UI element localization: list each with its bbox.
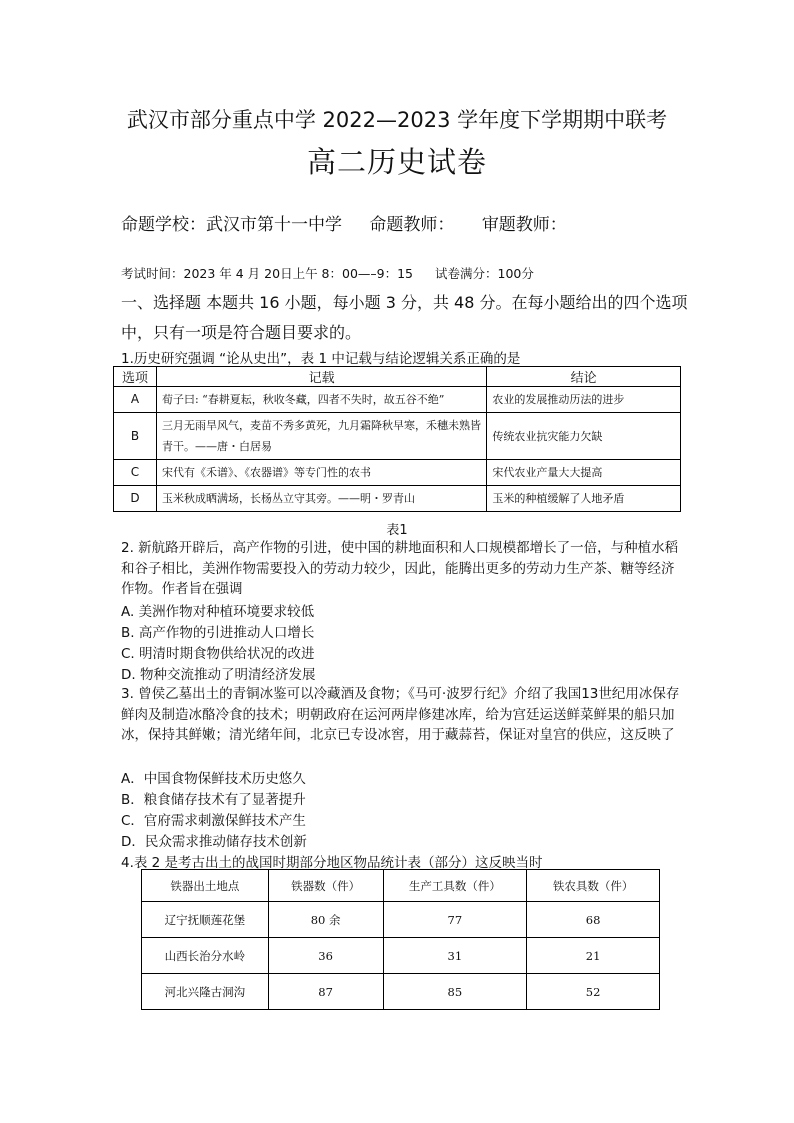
table-header-cell: 结论: [487, 367, 681, 387]
setter-teacher: 命题教师：: [369, 215, 455, 235]
conclusion-cell: 农业的发展推动历法的进步: [487, 387, 681, 413]
section-heading-line2: 中，只有一项是符合题目要求的。: [121, 323, 362, 342]
q1-table: [113, 366, 681, 512]
q3-stem: 3. 曾侯乙墓出土的青铜冰鉴可以冷藏酒及食物；《马可·波罗行纪》介绍了我国13世纪用冰保存鲜肉及制造冰酪冷食的技术；明朝政府在运河两岸修建冰库，给为宫廷运送鲜菜鲜果的船只加冰，保持其鲜嫩；清光绪年间，北京已专设冰窖，用于藏蒜苔，保证对皇宫的供应，这反映了: [121, 686, 680, 743]
table-cell: 52: [527, 974, 660, 1010]
table-header-cell: 铁器出土地点: [142, 870, 269, 902]
table-header-cell: 铁农具数（件）: [527, 870, 660, 902]
q2-option-b: B. 高产作物的引进推动人口增长: [121, 625, 315, 641]
conclusion-cell: 传统农业抗灾能力欠缺: [487, 413, 681, 460]
section-heading-line1: 一、选择题 本题共 16 小题，每小题 3 分，共 48 分。在每小题给出的四个选项: [121, 293, 688, 312]
table-cell: 31: [383, 938, 527, 974]
table-header-row: [142, 870, 660, 902]
q1-stem: 1.历史研究强调 “论从史出”，表 1 中记载与结论逻辑关系正确的是: [121, 351, 521, 367]
reviewer-teacher: 审题教师：: [481, 215, 567, 235]
table-header-row: [114, 367, 681, 387]
record-cell: 玉米秋成晒满场，长杨丛立守其旁。——明・罗青山: [156, 486, 486, 512]
exam-title-line2: 高二历史试卷: [306, 145, 487, 179]
q3-option-c: C．官府需求刺激保鲜技术产生: [121, 813, 306, 829]
conclusion-cell: 玉米的种植缓解了人地矛盾: [487, 486, 681, 512]
table-cell: 80 余: [268, 902, 383, 938]
table-cell: 77: [383, 902, 527, 938]
table-caption: 表1: [386, 523, 408, 538]
exam-info: [121, 264, 534, 282]
table-cell: 85: [383, 974, 527, 1010]
table-header-cell: 生产工具数（件）: [383, 870, 527, 902]
q2-option-a: A. 美洲作物对种植环境要求较低: [121, 604, 315, 620]
author-info: [121, 210, 589, 235]
option-cell: D: [114, 486, 157, 512]
record-cell: 三月无雨旱风气，麦苗不秀多黄死，九月霜降秋早寒，禾穗未熟皆青干。——唐・白居易: [156, 413, 486, 460]
option-cell: B: [114, 413, 157, 460]
exam-time: 考试时间：2023 年 4 月 20日上午 8：00—–9：15: [121, 266, 414, 281]
exam-title-line1: 武汉市部分重点中学 2022—2023 学年度下学期期中联考: [126, 108, 668, 132]
record-cell: 宋代有《禾谱》、《农器谱》等专门性的农书: [156, 460, 486, 486]
table-row: [114, 460, 681, 486]
table-cell: 87: [268, 974, 383, 1010]
table-row: [142, 974, 660, 1010]
q4-table: [141, 869, 660, 1010]
record-cell: 荀子曰: “春耕夏耘，秋收冬藏，四者不失时，故五谷不绝”: [156, 387, 486, 413]
conclusion-cell: 宋代农业产量大大提高: [487, 460, 681, 486]
q2-stem: 2. 新航路开辟后，高产作物的引进，使中国的耕地面积和人口规模都增长了一倍，与种植水稻和谷子相比，美洲作物需要投入的劳动力较少，因此，能腾出更多的劳动力生产茶、糖等经济作物。作者旨在强调: [121, 540, 679, 597]
table-row: [142, 902, 660, 938]
setter-school: 命题学校：武汉市第十一中学: [121, 215, 342, 235]
table-row: [114, 413, 681, 460]
q3-option-a: A．中国食物保鲜技术历史悠久: [121, 771, 306, 787]
table-cell: 36: [268, 938, 383, 974]
table-header-cell: 记载: [156, 367, 486, 387]
q2-option-c: C. 明清时期食物供给状况的改进: [121, 646, 315, 662]
table-cell: 河北兴隆古洞沟: [142, 974, 269, 1010]
q3-option-b: B．粮食储存技术有了显著提升: [121, 792, 306, 808]
table-cell: 辽宁抚顺莲花堡: [142, 902, 269, 938]
q3-option-d: D．民众需求推动储存技术创新: [121, 834, 307, 850]
table-row: [114, 387, 681, 413]
table-header-cell: 选项: [114, 367, 157, 387]
table-row: [114, 486, 681, 512]
table-cell: 68: [527, 902, 660, 938]
option-cell: C: [114, 460, 157, 486]
table-row: [142, 938, 660, 974]
q4-stem: 4.表 2 是考古出土的战国时期部分地区物品统计表（部分）这反映当时: [121, 855, 543, 871]
table-cell: 山西长治分水岭: [142, 938, 269, 974]
table-cell: 21: [527, 938, 660, 974]
q2-option-d: D. 物种交流推动了明清经济发展: [121, 667, 316, 683]
option-cell: A: [114, 387, 157, 413]
table-header-cell: 铁器数（件）: [268, 870, 383, 902]
full-score: 试卷满分：100分: [435, 266, 534, 281]
